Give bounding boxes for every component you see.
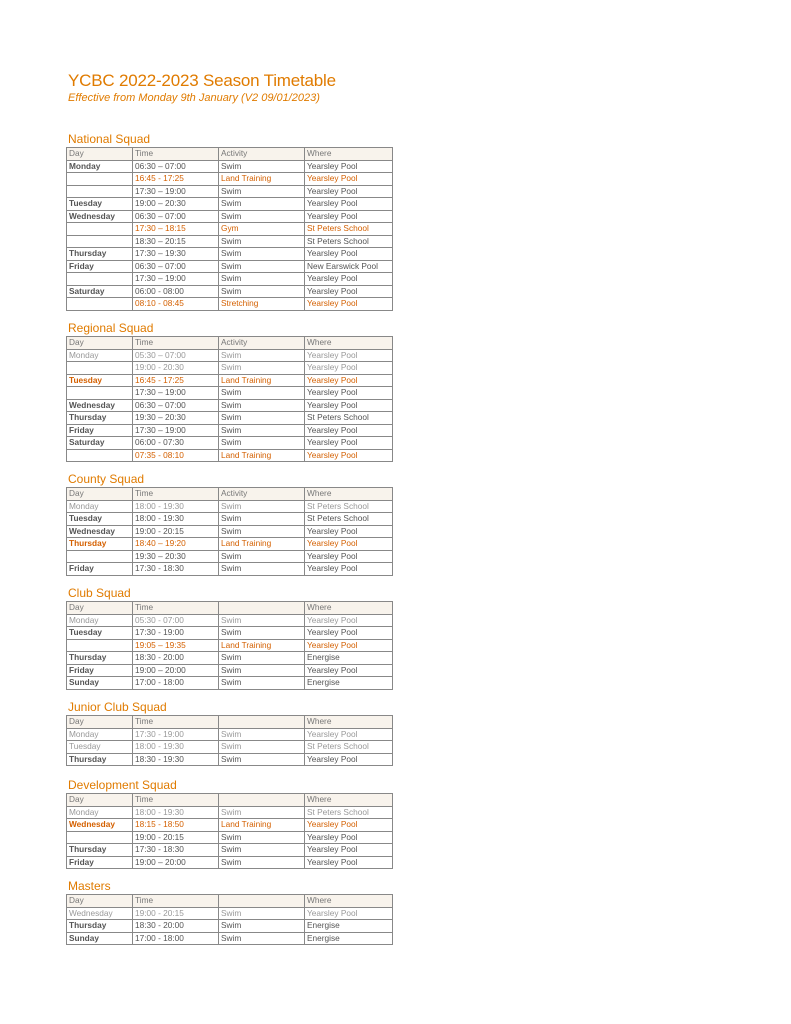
header-time: Time	[133, 337, 219, 350]
cell-activity: Swim	[219, 652, 305, 665]
timetable-table	[66, 715, 393, 766]
cell-where: Yearsley Pool	[305, 424, 393, 437]
cell-day: Tuesday	[67, 627, 133, 640]
header-time: Time	[133, 602, 219, 615]
cell-time: 17:30 - 19:00	[133, 627, 219, 640]
cell-where: St Peters School	[305, 500, 393, 513]
cell-where: Yearsley Pool	[305, 538, 393, 551]
cell-activity: Land Training	[219, 538, 305, 551]
section-title: Junior Club Squad	[68, 700, 167, 714]
cell-day	[67, 639, 133, 652]
cell-day	[67, 362, 133, 375]
table-row	[67, 614, 393, 627]
table-row	[67, 387, 393, 400]
cell-activity: Swim	[219, 424, 305, 437]
table-header-row	[67, 148, 393, 161]
cell-activity: Swim	[219, 437, 305, 450]
cell-day: Thursday	[67, 248, 133, 261]
section-title: Masters	[68, 879, 111, 893]
header-where: Where	[305, 488, 393, 501]
cell-where: Yearsley Pool	[305, 285, 393, 298]
cell-where: Yearsley Pool	[305, 362, 393, 375]
cell-time: 06:30 – 07:00	[133, 210, 219, 223]
cell-activity: Swim	[219, 160, 305, 173]
cell-day: Monday	[67, 349, 133, 362]
table-row	[67, 664, 393, 677]
header-where: Where	[305, 895, 393, 908]
cell-time: 06:00 - 07:30	[133, 437, 219, 450]
section-title: Club Squad	[68, 586, 131, 600]
cell-time: 17:30 – 19:00	[133, 424, 219, 437]
cell-where: St Peters School	[305, 513, 393, 526]
cell-where: Yearsley Pool	[305, 728, 393, 741]
cell-where: Yearsley Pool	[305, 819, 393, 832]
header-activity	[219, 602, 305, 615]
table-header-row	[67, 794, 393, 807]
cell-activity: Swim	[219, 210, 305, 223]
cell-activity: Swim	[219, 728, 305, 741]
header-day: Day	[67, 602, 133, 615]
header-day: Day	[67, 488, 133, 501]
header-where: Where	[305, 602, 393, 615]
cell-day	[67, 223, 133, 236]
cell-where: St Peters School	[305, 741, 393, 754]
cell-where: Yearsley Pool	[305, 831, 393, 844]
table-row	[67, 856, 393, 869]
table-row	[67, 399, 393, 412]
cell-day: Friday	[67, 424, 133, 437]
cell-where: Yearsley Pool	[305, 907, 393, 920]
cell-time: 18:40 – 19:20	[133, 538, 219, 551]
cell-activity: Swim	[219, 831, 305, 844]
timetable-table	[66, 487, 393, 576]
header-where: Where	[305, 148, 393, 161]
cell-where: Yearsley Pool	[305, 273, 393, 286]
table-row	[67, 185, 393, 198]
cell-activity: Swim	[219, 500, 305, 513]
cell-where: New Earswick Pool	[305, 260, 393, 273]
header-activity	[219, 716, 305, 729]
timetable-table	[66, 601, 393, 690]
cell-day: Monday	[67, 614, 133, 627]
cell-day: Thursday	[67, 538, 133, 551]
cell-activity: Swim	[219, 753, 305, 766]
table-header-row	[67, 716, 393, 729]
header-where: Where	[305, 716, 393, 729]
section-masters	[66, 880, 392, 945]
section-county-squad	[66, 473, 392, 576]
cell-where: Energise	[305, 932, 393, 945]
header-time: Time	[133, 794, 219, 807]
cell-day: Wednesday	[67, 210, 133, 223]
cell-where: St Peters School	[305, 235, 393, 248]
cell-activity: Land Training	[219, 173, 305, 186]
cell-where: Yearsley Pool	[305, 437, 393, 450]
cell-time: 19:00 - 20:15	[133, 525, 219, 538]
cell-activity: Swim	[219, 260, 305, 273]
table-row	[67, 223, 393, 236]
cell-day: Thursday	[67, 920, 133, 933]
table-row	[67, 173, 393, 186]
section-title: Development Squad	[68, 778, 177, 792]
cell-time: 19:00 - 20:30	[133, 362, 219, 375]
table-row	[67, 160, 393, 173]
table-row	[67, 819, 393, 832]
cell-time: 17:30 – 19:00	[133, 273, 219, 286]
table-row	[67, 412, 393, 425]
cell-day: Thursday	[67, 753, 133, 766]
cell-day: Thursday	[67, 844, 133, 857]
cell-day	[67, 273, 133, 286]
cell-time: 07:35 - 08:10	[133, 449, 219, 462]
table-row	[67, 932, 393, 945]
cell-where: Yearsley Pool	[305, 627, 393, 640]
timetable-table	[66, 147, 393, 311]
cell-activity: Swim	[219, 741, 305, 754]
cell-day: Wednesday	[67, 399, 133, 412]
header-day: Day	[67, 794, 133, 807]
cell-day: Saturday	[67, 285, 133, 298]
cell-day: Monday	[67, 806, 133, 819]
table-row	[67, 563, 393, 576]
header-activity: Activity	[219, 148, 305, 161]
cell-activity: Swim	[219, 563, 305, 576]
table-row	[67, 285, 393, 298]
cell-day: Sunday	[67, 932, 133, 945]
cell-where: Yearsley Pool	[305, 856, 393, 869]
cell-activity: Swim	[219, 362, 305, 375]
cell-where: Yearsley Pool	[305, 387, 393, 400]
table-row	[67, 374, 393, 387]
cell-time: 17:30 - 18:30	[133, 563, 219, 576]
table-row	[67, 198, 393, 211]
cell-activity: Swim	[219, 349, 305, 362]
cell-where: St Peters School	[305, 223, 393, 236]
cell-day	[67, 831, 133, 844]
cell-day: Thursday	[67, 652, 133, 665]
table-row	[67, 235, 393, 248]
table-row	[67, 273, 393, 286]
table-row	[67, 500, 393, 513]
cell-activity: Swim	[219, 806, 305, 819]
cell-where: St Peters School	[305, 412, 393, 425]
cell-where: Yearsley Pool	[305, 399, 393, 412]
cell-day	[67, 185, 133, 198]
cell-time: 06:30 – 07:00	[133, 260, 219, 273]
cell-time: 18:00 - 19:30	[133, 500, 219, 513]
header-time: Time	[133, 148, 219, 161]
cell-time: 18:00 - 19:30	[133, 806, 219, 819]
header-activity	[219, 895, 305, 908]
cell-time: 06:00 - 08:00	[133, 285, 219, 298]
cell-time: 17:00 - 18:00	[133, 677, 219, 690]
cell-day: Friday	[67, 664, 133, 677]
cell-activity: Land Training	[219, 374, 305, 387]
cell-time: 18:30 - 20:00	[133, 920, 219, 933]
cell-time: 19:30 – 20:30	[133, 412, 219, 425]
cell-time: 05:30 – 07:00	[133, 349, 219, 362]
cell-activity: Land Training	[219, 449, 305, 462]
cell-where: Yearsley Pool	[305, 614, 393, 627]
cell-time: 17:30 - 19:00	[133, 728, 219, 741]
cell-activity: Swim	[219, 273, 305, 286]
table-row	[67, 538, 393, 551]
table-row	[67, 627, 393, 640]
cell-where: Yearsley Pool	[305, 563, 393, 576]
cell-activity: Swim	[219, 614, 305, 627]
header-where: Where	[305, 794, 393, 807]
cell-day: Sunday	[67, 677, 133, 690]
cell-activity: Stretching	[219, 298, 305, 311]
cell-activity: Swim	[219, 285, 305, 298]
table-row	[67, 349, 393, 362]
cell-where: Yearsley Pool	[305, 298, 393, 311]
cell-day: Tuesday	[67, 741, 133, 754]
cell-day: Monday	[67, 728, 133, 741]
cell-activity: Swim	[219, 235, 305, 248]
table-row	[67, 907, 393, 920]
header-day: Day	[67, 716, 133, 729]
cell-activity: Swim	[219, 248, 305, 261]
cell-day: Thursday	[67, 412, 133, 425]
cell-time: 17:30 - 18:30	[133, 844, 219, 857]
cell-time: 19:00 - 20:15	[133, 907, 219, 920]
header-day: Day	[67, 337, 133, 350]
header-activity: Activity	[219, 337, 305, 350]
cell-activity: Swim	[219, 664, 305, 677]
timetable-table	[66, 894, 393, 945]
cell-activity: Swim	[219, 627, 305, 640]
cell-time: 17:00 - 18:00	[133, 932, 219, 945]
cell-day: Wednesday	[67, 525, 133, 538]
cell-activity: Gym	[219, 223, 305, 236]
page-subtitle: Effective from Monday 9th January (V2 09/01/2023)	[68, 92, 320, 104]
cell-time: 19:00 – 20:30	[133, 198, 219, 211]
table-row	[67, 639, 393, 652]
cell-time: 18:30 - 20:00	[133, 652, 219, 665]
cell-activity: Swim	[219, 399, 305, 412]
table-row	[67, 298, 393, 311]
timetable-table	[66, 793, 393, 869]
cell-where: Yearsley Pool	[305, 349, 393, 362]
cell-where: Yearsley Pool	[305, 248, 393, 261]
cell-time: 16:45 - 17:25	[133, 173, 219, 186]
cell-time: 19:05 – 19:35	[133, 639, 219, 652]
section-title: County Squad	[68, 472, 145, 486]
section-title: Regional Squad	[68, 321, 154, 335]
cell-activity: Swim	[219, 856, 305, 869]
cell-day: Friday	[67, 563, 133, 576]
cell-day	[67, 387, 133, 400]
cell-where: Yearsley Pool	[305, 639, 393, 652]
cell-where: Yearsley Pool	[305, 185, 393, 198]
cell-activity: Swim	[219, 932, 305, 945]
header-where: Where	[305, 337, 393, 350]
table-row	[67, 728, 393, 741]
cell-activity: Swim	[219, 677, 305, 690]
table-row	[67, 677, 393, 690]
cell-day	[67, 173, 133, 186]
cell-time: 18:30 - 19:30	[133, 753, 219, 766]
table-row	[67, 513, 393, 526]
cell-day: Friday	[67, 856, 133, 869]
cell-time: 08:10 - 08:45	[133, 298, 219, 311]
cell-where: Energise	[305, 677, 393, 690]
table-header-row	[67, 337, 393, 350]
section-national-squad	[66, 133, 392, 311]
cell-time: 18:30 – 20:15	[133, 235, 219, 248]
cell-activity: Swim	[219, 907, 305, 920]
table-row	[67, 844, 393, 857]
table-row	[67, 437, 393, 450]
cell-day: Tuesday	[67, 198, 133, 211]
section-regional-squad	[66, 322, 392, 462]
cell-where: St Peters School	[305, 806, 393, 819]
table-row	[67, 260, 393, 273]
header-day: Day	[67, 895, 133, 908]
cell-day: Wednesday	[67, 907, 133, 920]
cell-time: 18:00 - 19:30	[133, 513, 219, 526]
cell-day	[67, 235, 133, 248]
header-activity: Activity	[219, 488, 305, 501]
cell-activity: Swim	[219, 198, 305, 211]
section-club-squad	[66, 587, 392, 690]
table-row	[67, 806, 393, 819]
cell-time: 05:30 - 07:00	[133, 614, 219, 627]
cell-time: 17:30 – 18:15	[133, 223, 219, 236]
cell-day	[67, 449, 133, 462]
cell-activity: Land Training	[219, 819, 305, 832]
cell-time: 19:30 – 20:30	[133, 550, 219, 563]
cell-day: Tuesday	[67, 513, 133, 526]
section-development-squad	[66, 779, 392, 869]
section-title: National Squad	[68, 132, 151, 146]
cell-where: Energise	[305, 652, 393, 665]
cell-day: Monday	[67, 160, 133, 173]
cell-where: Yearsley Pool	[305, 844, 393, 857]
header-activity	[219, 794, 305, 807]
cell-where: Yearsley Pool	[305, 173, 393, 186]
timetable-table	[66, 336, 393, 462]
table-row	[67, 362, 393, 375]
cell-day: Friday	[67, 260, 133, 273]
table-row	[67, 920, 393, 933]
table-row	[67, 525, 393, 538]
cell-activity: Swim	[219, 513, 305, 526]
cell-activity: Swim	[219, 550, 305, 563]
cell-where: Yearsley Pool	[305, 664, 393, 677]
cell-activity: Swim	[219, 844, 305, 857]
cell-day: Tuesday	[67, 374, 133, 387]
header-time: Time	[133, 488, 219, 501]
table-row	[67, 831, 393, 844]
table-row	[67, 424, 393, 437]
cell-where: Yearsley Pool	[305, 198, 393, 211]
table-row	[67, 652, 393, 665]
cell-activity: Swim	[219, 185, 305, 198]
cell-time: 16:45 - 17:25	[133, 374, 219, 387]
cell-day: Saturday	[67, 437, 133, 450]
page-title: YCBC 2022-2023 Season Timetable	[68, 71, 336, 90]
cell-time: 19:00 - 20:15	[133, 831, 219, 844]
header-time: Time	[133, 716, 219, 729]
cell-activity: Swim	[219, 412, 305, 425]
table-row	[67, 248, 393, 261]
table-row	[67, 449, 393, 462]
cell-where: Yearsley Pool	[305, 550, 393, 563]
cell-time: 06:30 – 07:00	[133, 160, 219, 173]
cell-day	[67, 550, 133, 563]
cell-where: Yearsley Pool	[305, 753, 393, 766]
cell-activity: Swim	[219, 920, 305, 933]
table-row	[67, 210, 393, 223]
cell-day	[67, 298, 133, 311]
header-time: Time	[133, 895, 219, 908]
cell-where: Yearsley Pool	[305, 210, 393, 223]
table-row	[67, 550, 393, 563]
cell-time: 19:00 – 20:00	[133, 664, 219, 677]
cell-time: 18:15 - 18:50	[133, 819, 219, 832]
cell-time: 17:30 – 19:30	[133, 248, 219, 261]
table-row	[67, 741, 393, 754]
cell-day: Monday	[67, 500, 133, 513]
cell-where: Yearsley Pool	[305, 525, 393, 538]
cell-day: Wednesday	[67, 819, 133, 832]
section-junior-club-squad	[66, 701, 392, 766]
table-header-row	[67, 602, 393, 615]
table-row	[67, 753, 393, 766]
cell-time: 17:30 – 19:00	[133, 185, 219, 198]
cell-where: Yearsley Pool	[305, 160, 393, 173]
cell-time: 18:00 - 19:30	[133, 741, 219, 754]
cell-activity: Swim	[219, 387, 305, 400]
table-header-row	[67, 488, 393, 501]
table-header-row	[67, 895, 393, 908]
cell-time: 06:30 – 07:00	[133, 399, 219, 412]
cell-activity: Swim	[219, 525, 305, 538]
cell-where: Energise	[305, 920, 393, 933]
cell-time: 17:30 – 19:00	[133, 387, 219, 400]
cell-time: 19:00 – 20:00	[133, 856, 219, 869]
header-day: Day	[67, 148, 133, 161]
cell-where: Yearsley Pool	[305, 374, 393, 387]
cell-activity: Land Training	[219, 639, 305, 652]
cell-where: Yearsley Pool	[305, 449, 393, 462]
